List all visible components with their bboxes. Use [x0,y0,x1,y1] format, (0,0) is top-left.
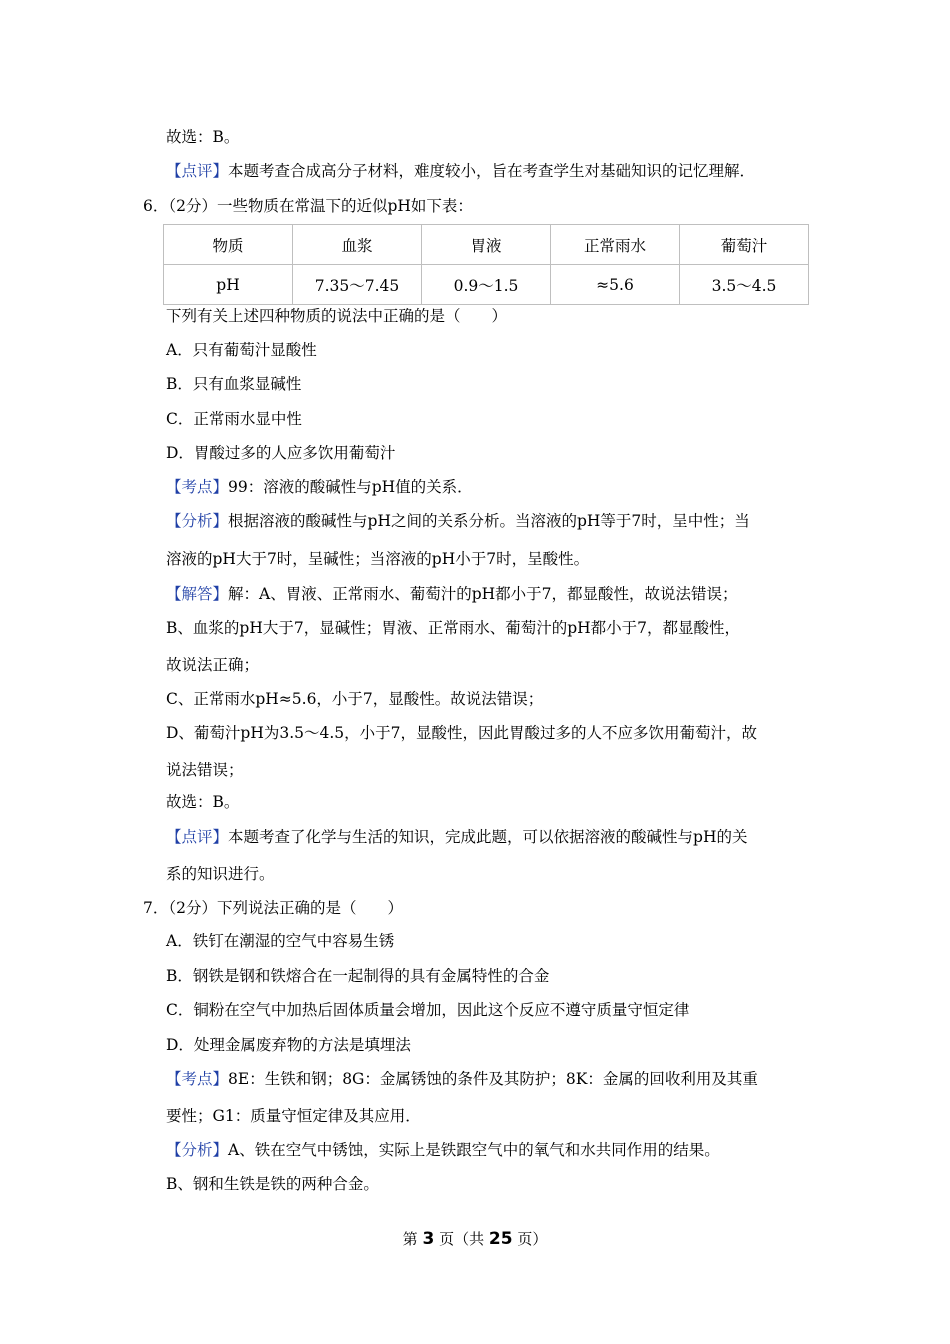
table-cell: 0.9～1.5 [422,265,551,305]
footer-middle: 页（共 [439,1230,485,1248]
knowledge-tag: 【考点】 [166,478,229,496]
table-row [164,265,809,305]
option-c: C．铜粉在空气中加热后固体质量会增加，因此这个反应不遵守质量守恒定律 [166,1001,690,1019]
solution-line: C、正常雨水pH≈5.6，小于7，显酸性。故说法错误； [166,690,544,708]
table-header-row [164,225,809,265]
solution-line: 说法错误； [166,761,244,779]
comment-tag: 【点评】 [166,162,229,180]
analysis-tag: 【分析】 [166,512,229,530]
analysis-line [166,510,750,532]
ph-table [163,224,809,305]
footer-prefix: 第 [402,1230,418,1248]
solution-line: B、血浆的pH大于7，显碱性；胃液、正常雨水、葡萄汁的pH都小于7，都显酸性， [166,619,740,637]
solution-line [166,583,738,605]
knowledge-point [166,1068,758,1090]
knowledge-tag: 【考点】 [166,1070,229,1088]
question-6-stem: 下列有关上述四种物质的说法中正确的是（ ） [166,307,508,325]
knowledge-point: 要性；G1：质量守恒定律及其应用． [166,1107,421,1125]
comment-text: 本题考查合成高分子材料，难度较小，旨在考查学生对基础知识的记忆理解． [228,162,756,180]
knowledge-point [166,476,473,498]
table-cell: 血浆 [293,225,422,265]
option-b: B．只有血浆显碱性 [166,375,302,393]
comment-line: 系的知识进行。 [166,865,275,883]
comment-line [166,160,755,182]
knowledge-text: 99：溶液的酸碱性与pH值的关系． [228,478,473,496]
comment-text: 本题考查了化学与生活的知识，完成此题，可以依据溶液的酸碱性与pH的关 [228,828,748,846]
page-number: 3 [422,1229,435,1249]
option-a: A．只有葡萄汁显酸性 [166,341,317,359]
table-cell: 葡萄汁 [680,225,809,265]
solution-text: 解：A、胃液、正常雨水、葡萄汁的pH都小于7，都显酸性，故说法错误； [228,585,738,603]
solution-line: 故选：B。 [166,793,240,811]
table-cell: 胃液 [422,225,551,265]
comment-tag: 【点评】 [166,828,229,846]
analysis-line: B、钢和生铁是铁的两种合金。 [166,1175,379,1193]
solution-tag: 【解答】 [166,585,229,603]
option-c: C．正常雨水显中性 [166,410,302,428]
analysis-line [166,1139,720,1161]
answer-line: 故选：B。 [166,128,240,146]
solution-line: D、葡萄汁pH为3.5～4.5，小于7，显酸性，因此胃酸过多的人不应多饮用葡萄汁，故 [166,724,758,742]
page-footer [0,1228,950,1249]
option-d: D．处理金属废弃物的方法是填埋法 [166,1036,411,1054]
total-pages: 25 [488,1229,513,1249]
comment-line [166,826,747,848]
analysis-tag: 【分析】 [166,1141,229,1159]
option-d: D．胃酸过多的人应多饮用葡萄汁 [166,444,396,462]
analysis-text: A、铁在空气中锈蚀，实际上是铁跟空气中的氧气和水共同作用的结果。 [228,1141,720,1159]
option-b: B．钢铁是钢和铁熔合在一起制得的具有金属特性的合金 [166,967,550,985]
question-6: 6．（2分）一些物质在常温下的近似pH如下表： [143,197,473,215]
option-a: A．铁钉在潮湿的空气中容易生锈 [166,932,395,950]
analysis-line: 溶液的pH大于7时，呈碱性；当溶液的pH小于7时，呈酸性。 [166,550,590,568]
table-cell: pH [164,265,293,305]
knowledge-text: 8E：生铁和钢；8G：金属锈蚀的条件及其防护；8K：金属的回收利用及其重 [228,1070,758,1088]
table-cell: ≈5.6 [551,265,680,305]
analysis-text: 根据溶液的酸碱性与pH之间的关系分析。当溶液的pH等于7时，呈中性；当 [228,512,750,530]
table-cell: 正常雨水 [551,225,680,265]
solution-line: 故说法正确； [166,656,260,674]
table-cell: 3.5～4.5 [680,265,809,305]
footer-suffix: 页） [517,1230,548,1248]
table-cell: 7.35～7.45 [293,265,422,305]
table-cell: 物质 [164,225,293,265]
question-7: 7．（2分）下列说法正确的是（ ） [143,899,403,917]
